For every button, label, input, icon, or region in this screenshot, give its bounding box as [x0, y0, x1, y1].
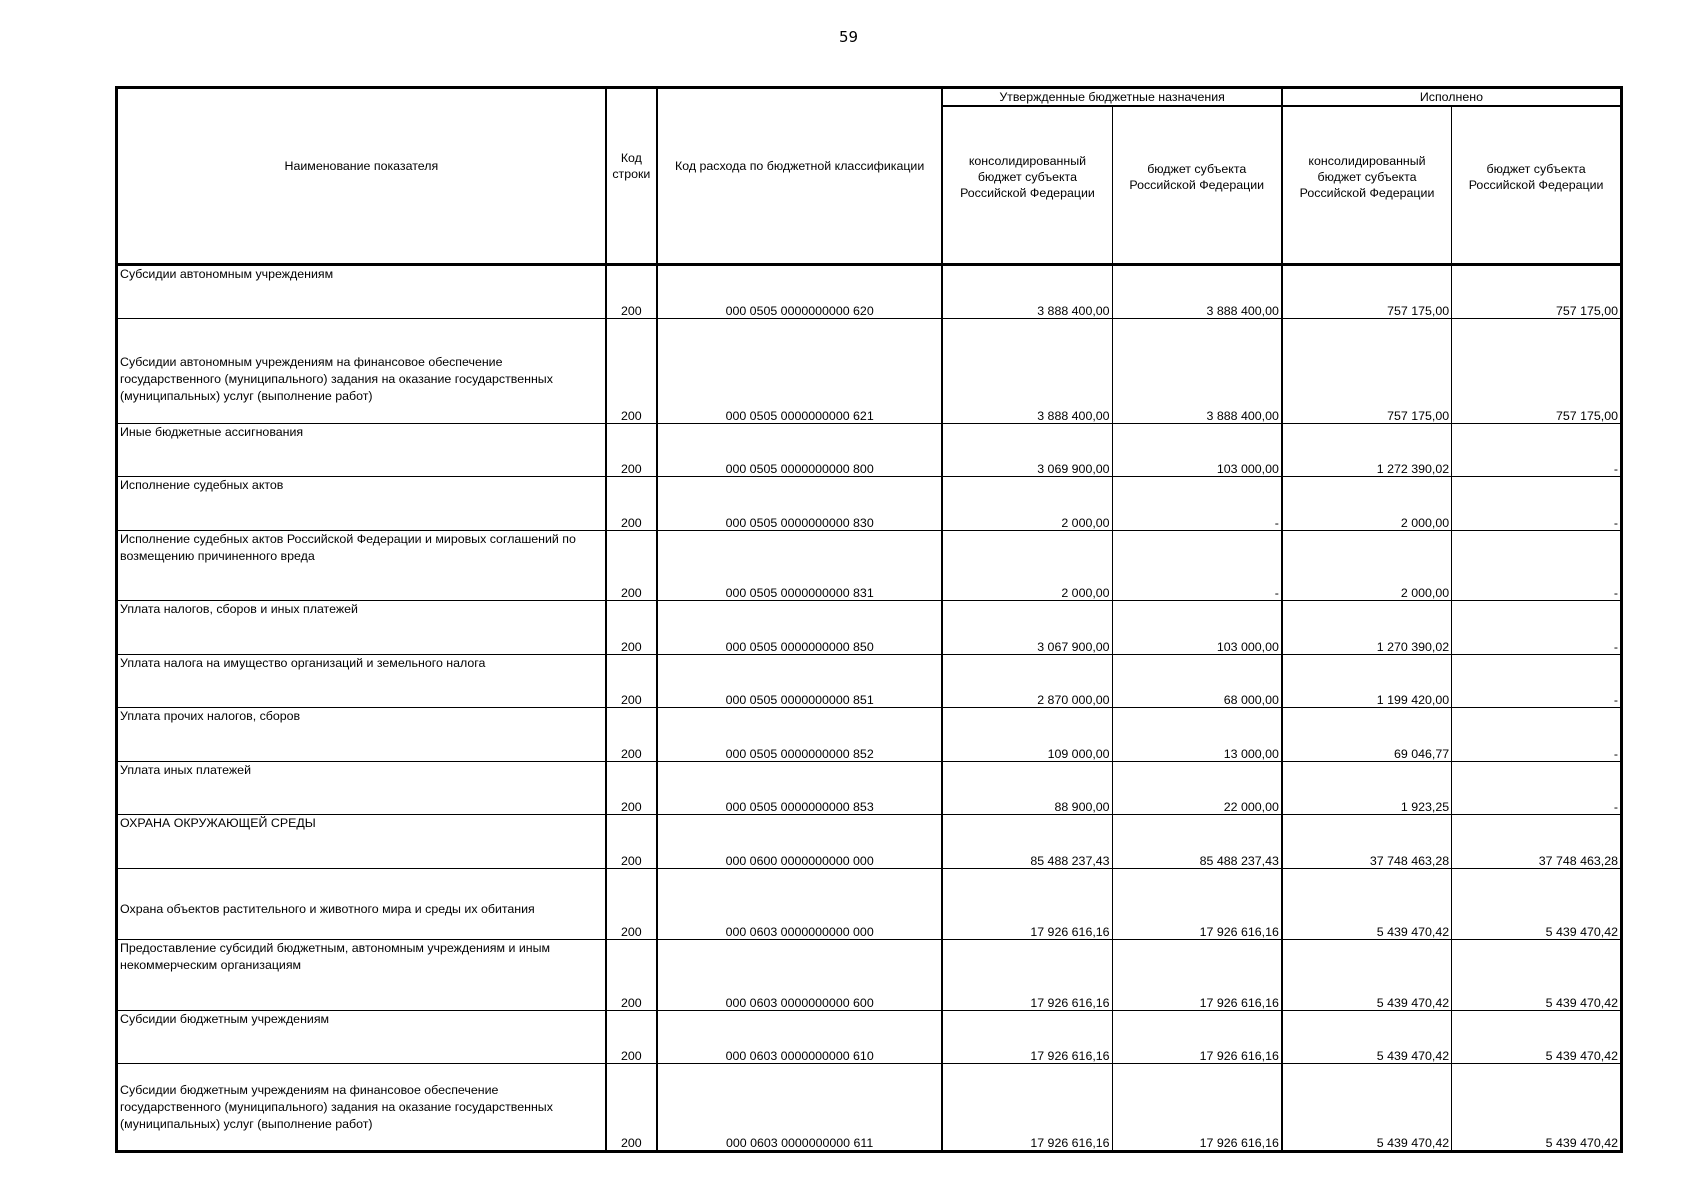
row-line-code: 200 — [606, 940, 657, 1011]
row-executed-subject: 757 175,00 — [1452, 319, 1622, 424]
row-approved-consolidated: 17 926 616,16 — [942, 1064, 1112, 1152]
table-row — [117, 1011, 1622, 1064]
row-approved-consolidated: 17 926 616,16 — [942, 1011, 1112, 1064]
header-executed-group: Исполнено — [1282, 88, 1622, 107]
row-line-code: 200 — [606, 815, 657, 869]
header-name: Наименование показателя — [117, 88, 606, 265]
row-approved-subject: 103 000,00 — [1112, 601, 1282, 655]
row-kbk: 000 0505 0000000000 800 — [657, 424, 942, 477]
row-approved-subject: 3 888 400,00 — [1112, 265, 1282, 319]
row-line-code: 200 — [606, 762, 657, 815]
row-executed-subject: 37 748 463,28 — [1452, 815, 1622, 869]
row-name: ОХРАНА ОКРУЖАЮЩЕЙ СРЕДЫ — [117, 815, 606, 869]
row-approved-consolidated: 3 069 900,00 — [942, 424, 1112, 477]
row-executed-consolidated: 1 272 390,02 — [1282, 424, 1452, 477]
header-executed-consolidated: консолидированный бюджет субъекта Российской Федерации — [1282, 106, 1452, 265]
row-line-code: 200 — [606, 477, 657, 531]
row-kbk: 000 0603 0000000000 610 — [657, 1011, 942, 1064]
row-name: Исполнение судебных актов Российской Федерации и мировых соглашений по возмещению причиненного вреда — [117, 531, 606, 601]
row-executed-subject: 5 439 470,42 — [1452, 940, 1622, 1011]
header-kbk: Код расхода по бюджетной классификации — [657, 88, 942, 265]
row-name: Субсидии бюджетным учреждениям — [117, 1011, 606, 1064]
table-row — [117, 1064, 1622, 1152]
row-executed-subject: - — [1452, 424, 1622, 477]
row-approved-consolidated: 109 000,00 — [942, 708, 1112, 762]
row-name: Субсидии автономным учреждениям на финансовое обеспечение государственного (муниципального) задания на оказание государственных (муниципальных) услуг (выполнение работ) — [117, 319, 606, 424]
row-name: Субсидии бюджетным учреждениям на финансовое обеспечение государственного (муниципального) задания на оказание государственных (муниципальных) услуг (выполнение работ) — [117, 1064, 606, 1152]
row-kbk: 000 0505 0000000000 831 — [657, 531, 942, 601]
table-row — [117, 477, 1622, 531]
header-executed-subject: бюджет субъекта Российской Федерации — [1452, 106, 1622, 265]
row-approved-subject: 3 888 400,00 — [1112, 319, 1282, 424]
row-kbk: 000 0505 0000000000 853 — [657, 762, 942, 815]
row-approved-subject: 103 000,00 — [1112, 424, 1282, 477]
row-kbk: 000 0505 0000000000 852 — [657, 708, 942, 762]
header-line-code: Код строки — [606, 88, 657, 265]
row-executed-consolidated: 5 439 470,42 — [1282, 1011, 1452, 1064]
row-executed-consolidated: 5 439 470,42 — [1282, 940, 1452, 1011]
table-body — [117, 265, 1622, 1152]
row-approved-consolidated: 88 900,00 — [942, 762, 1112, 815]
row-line-code: 200 — [606, 424, 657, 477]
table-row — [117, 815, 1622, 869]
row-approved-consolidated: 2 000,00 — [942, 531, 1112, 601]
row-line-code: 200 — [606, 1064, 657, 1152]
table-row — [117, 762, 1622, 815]
row-kbk: 000 0603 0000000000 611 — [657, 1064, 942, 1152]
row-kbk: 000 0505 0000000000 851 — [657, 655, 942, 708]
table-row — [117, 319, 1622, 424]
budget-execution-table — [115, 86, 1623, 1153]
row-executed-consolidated: 5 439 470,42 — [1282, 869, 1452, 940]
table-row — [117, 424, 1622, 477]
row-line-code: 200 — [606, 1011, 657, 1064]
row-approved-subject: 68 000,00 — [1112, 655, 1282, 708]
row-approved-consolidated: 3 888 400,00 — [942, 319, 1112, 424]
row-executed-subject: 5 439 470,42 — [1452, 1011, 1622, 1064]
row-approved-subject: 17 926 616,16 — [1112, 869, 1282, 940]
row-executed-subject: 5 439 470,42 — [1452, 869, 1622, 940]
row-approved-consolidated: 2 000,00 — [942, 477, 1112, 531]
row-executed-consolidated: 2 000,00 — [1282, 531, 1452, 601]
row-approved-consolidated: 2 870 000,00 — [942, 655, 1112, 708]
table-row — [117, 708, 1622, 762]
row-name: Уплата налога на имущество организаций и земельного налога — [117, 655, 606, 708]
row-approved-subject: - — [1112, 477, 1282, 531]
row-approved-subject: 17 926 616,16 — [1112, 940, 1282, 1011]
row-kbk: 000 0603 0000000000 000 — [657, 869, 942, 940]
row-line-code: 200 — [606, 869, 657, 940]
row-executed-consolidated: 37 748 463,28 — [1282, 815, 1452, 869]
row-executed-consolidated: 1 199 420,00 — [1282, 655, 1452, 708]
row-line-code: 200 — [606, 265, 657, 319]
row-name: Субсидии автономным учреждениям — [117, 265, 606, 319]
row-executed-subject: - — [1452, 601, 1622, 655]
row-kbk: 000 0603 0000000000 600 — [657, 940, 942, 1011]
row-approved-consolidated: 17 926 616,16 — [942, 869, 1112, 940]
table-row — [117, 940, 1622, 1011]
table-row — [117, 265, 1622, 319]
row-approved-subject: 85 488 237,43 — [1112, 815, 1282, 869]
row-approved-subject: 22 000,00 — [1112, 762, 1282, 815]
row-approved-consolidated: 3 067 900,00 — [942, 601, 1112, 655]
row-executed-consolidated: 757 175,00 — [1282, 265, 1452, 319]
table-header — [117, 88, 1622, 265]
row-line-code: 200 — [606, 319, 657, 424]
table-row — [117, 869, 1622, 940]
row-line-code: 200 — [606, 601, 657, 655]
row-executed-subject: - — [1452, 708, 1622, 762]
row-executed-subject: - — [1452, 655, 1622, 708]
row-executed-consolidated: 1 923,25 — [1282, 762, 1452, 815]
row-approved-consolidated: 17 926 616,16 — [942, 940, 1112, 1011]
row-name: Охрана объектов растительного и животного мира и среды их обитания — [117, 869, 606, 940]
row-name: Иные бюджетные ассигнования — [117, 424, 606, 477]
row-approved-subject: 17 926 616,16 — [1112, 1011, 1282, 1064]
row-kbk: 000 0505 0000000000 850 — [657, 601, 942, 655]
row-executed-subject: 757 175,00 — [1452, 265, 1622, 319]
row-executed-subject: 5 439 470,42 — [1452, 1064, 1622, 1152]
row-name: Уплата прочих налогов, сборов — [117, 708, 606, 762]
table-row — [117, 531, 1622, 601]
page-number: 59 — [838, 28, 859, 46]
header-approved-consolidated: консолидированный бюджет субъекта Российской Федерации — [942, 106, 1112, 265]
row-executed-consolidated: 1 270 390,02 — [1282, 601, 1452, 655]
row-executed-consolidated: 69 046,77 — [1282, 708, 1452, 762]
row-line-code: 200 — [606, 708, 657, 762]
row-executed-consolidated: 5 439 470,42 — [1282, 1064, 1452, 1152]
row-kbk: 000 0505 0000000000 830 — [657, 477, 942, 531]
table-row — [117, 655, 1622, 708]
row-approved-subject: 17 926 616,16 — [1112, 1064, 1282, 1152]
row-name: Исполнение судебных актов — [117, 477, 606, 531]
header-approved-group: Утвержденные бюджетные назначения — [942, 88, 1282, 107]
row-name: Предоставление субсидий бюджетным, автономным учреждениям и иным некоммерческим организациям — [117, 940, 606, 1011]
row-executed-subject: - — [1452, 477, 1622, 531]
row-name: Уплата иных платежей — [117, 762, 606, 815]
row-executed-consolidated: 757 175,00 — [1282, 319, 1452, 424]
row-kbk: 000 0505 0000000000 620 — [657, 265, 942, 319]
row-kbk: 000 0505 0000000000 621 — [657, 319, 942, 424]
row-approved-subject: - — [1112, 531, 1282, 601]
row-executed-subject: - — [1452, 531, 1622, 601]
row-approved-consolidated: 85 488 237,43 — [942, 815, 1112, 869]
row-approved-consolidated: 3 888 400,00 — [942, 265, 1112, 319]
row-line-code: 200 — [606, 655, 657, 708]
row-approved-subject: 13 000,00 — [1112, 708, 1282, 762]
row-line-code: 200 — [606, 531, 657, 601]
table-row — [117, 601, 1622, 655]
row-name: Уплата налогов, сборов и иных платежей — [117, 601, 606, 655]
header-approved-subject: бюджет субъекта Российской Федерации — [1112, 106, 1282, 265]
row-executed-subject: - — [1452, 762, 1622, 815]
row-executed-consolidated: 2 000,00 — [1282, 477, 1452, 531]
row-kbk: 000 0600 0000000000 000 — [657, 815, 942, 869]
